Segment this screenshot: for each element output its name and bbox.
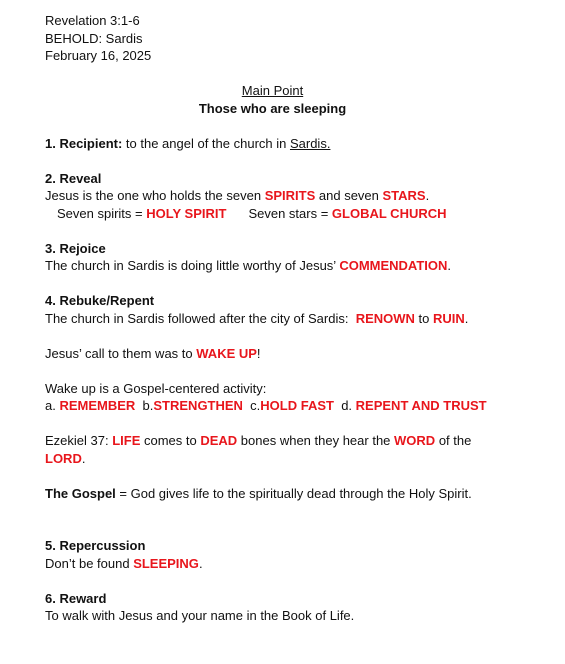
section-recipient: 1. Recipient: to the angel of the church in Sardis. [45, 135, 331, 151]
main-point-label: Main Point [241, 83, 304, 98]
series-title: BEHOLD: Sardis [45, 30, 143, 46]
section-heading-repercussion: 5. Repercussion [45, 538, 146, 553]
wake-up-list: a. REMEMBER b.STRENGTHEN c.HOLD FAST d. REPENT AND TRUST [45, 398, 487, 413]
gospel-line: The Gospel = God gives life to the spiritually dead through the Holy Spirit. [45, 485, 472, 501]
section-heading-reveal: 2. Reveal [45, 170, 102, 186]
place-name: Sardis. [289, 135, 331, 151]
section-heading-rejoice: 3. Rejoice [45, 240, 106, 256]
reward-line: To walk with Jesus and your name in the Book of Life. [45, 608, 355, 623]
section-heading-reward: 6. Reward [45, 590, 107, 606]
document-page [45, 12, 545, 625]
section-heading-rebuke: 4. Rebuke/Repent [45, 293, 155, 308]
rebuke-line-1: The church in Sardis followed after the city of Sardis: RENOWN to RUIN. [45, 310, 469, 326]
ezekiel-line-1: Ezekiel 37: LIFE comes to DEAD bones when they hear the WORD of the [45, 433, 472, 448]
sermon-date: February 16, 2025 [45, 48, 152, 63]
repercussion-line: Don’t be found SLEEPING. [45, 555, 203, 571]
reveal-line-2: Seven spirits = HOLY SPIRIT Seven stars = GLOBAL CHURCH [57, 205, 447, 221]
reveal-line-1: Jesus is the one who holds the seven SPIRITS and seven STARS. [45, 188, 430, 203]
wake-up-line: Wake up is a Gospel-centered activity: [45, 380, 267, 396]
ezekiel-line-2: LORD. [45, 450, 86, 466]
passage-reference: Revelation 3:1-6 [45, 13, 140, 28]
rebuke-line-2: Jesus’ call to them was to WAKE UP! [45, 345, 261, 361]
main-point-title: Those who are sleeping [198, 100, 347, 116]
rejoice-line: The church in Sardis is doing little worthy of Jesus’ COMMENDATION. [45, 258, 452, 273]
section-heading: 1. Recipient: [45, 135, 123, 151]
